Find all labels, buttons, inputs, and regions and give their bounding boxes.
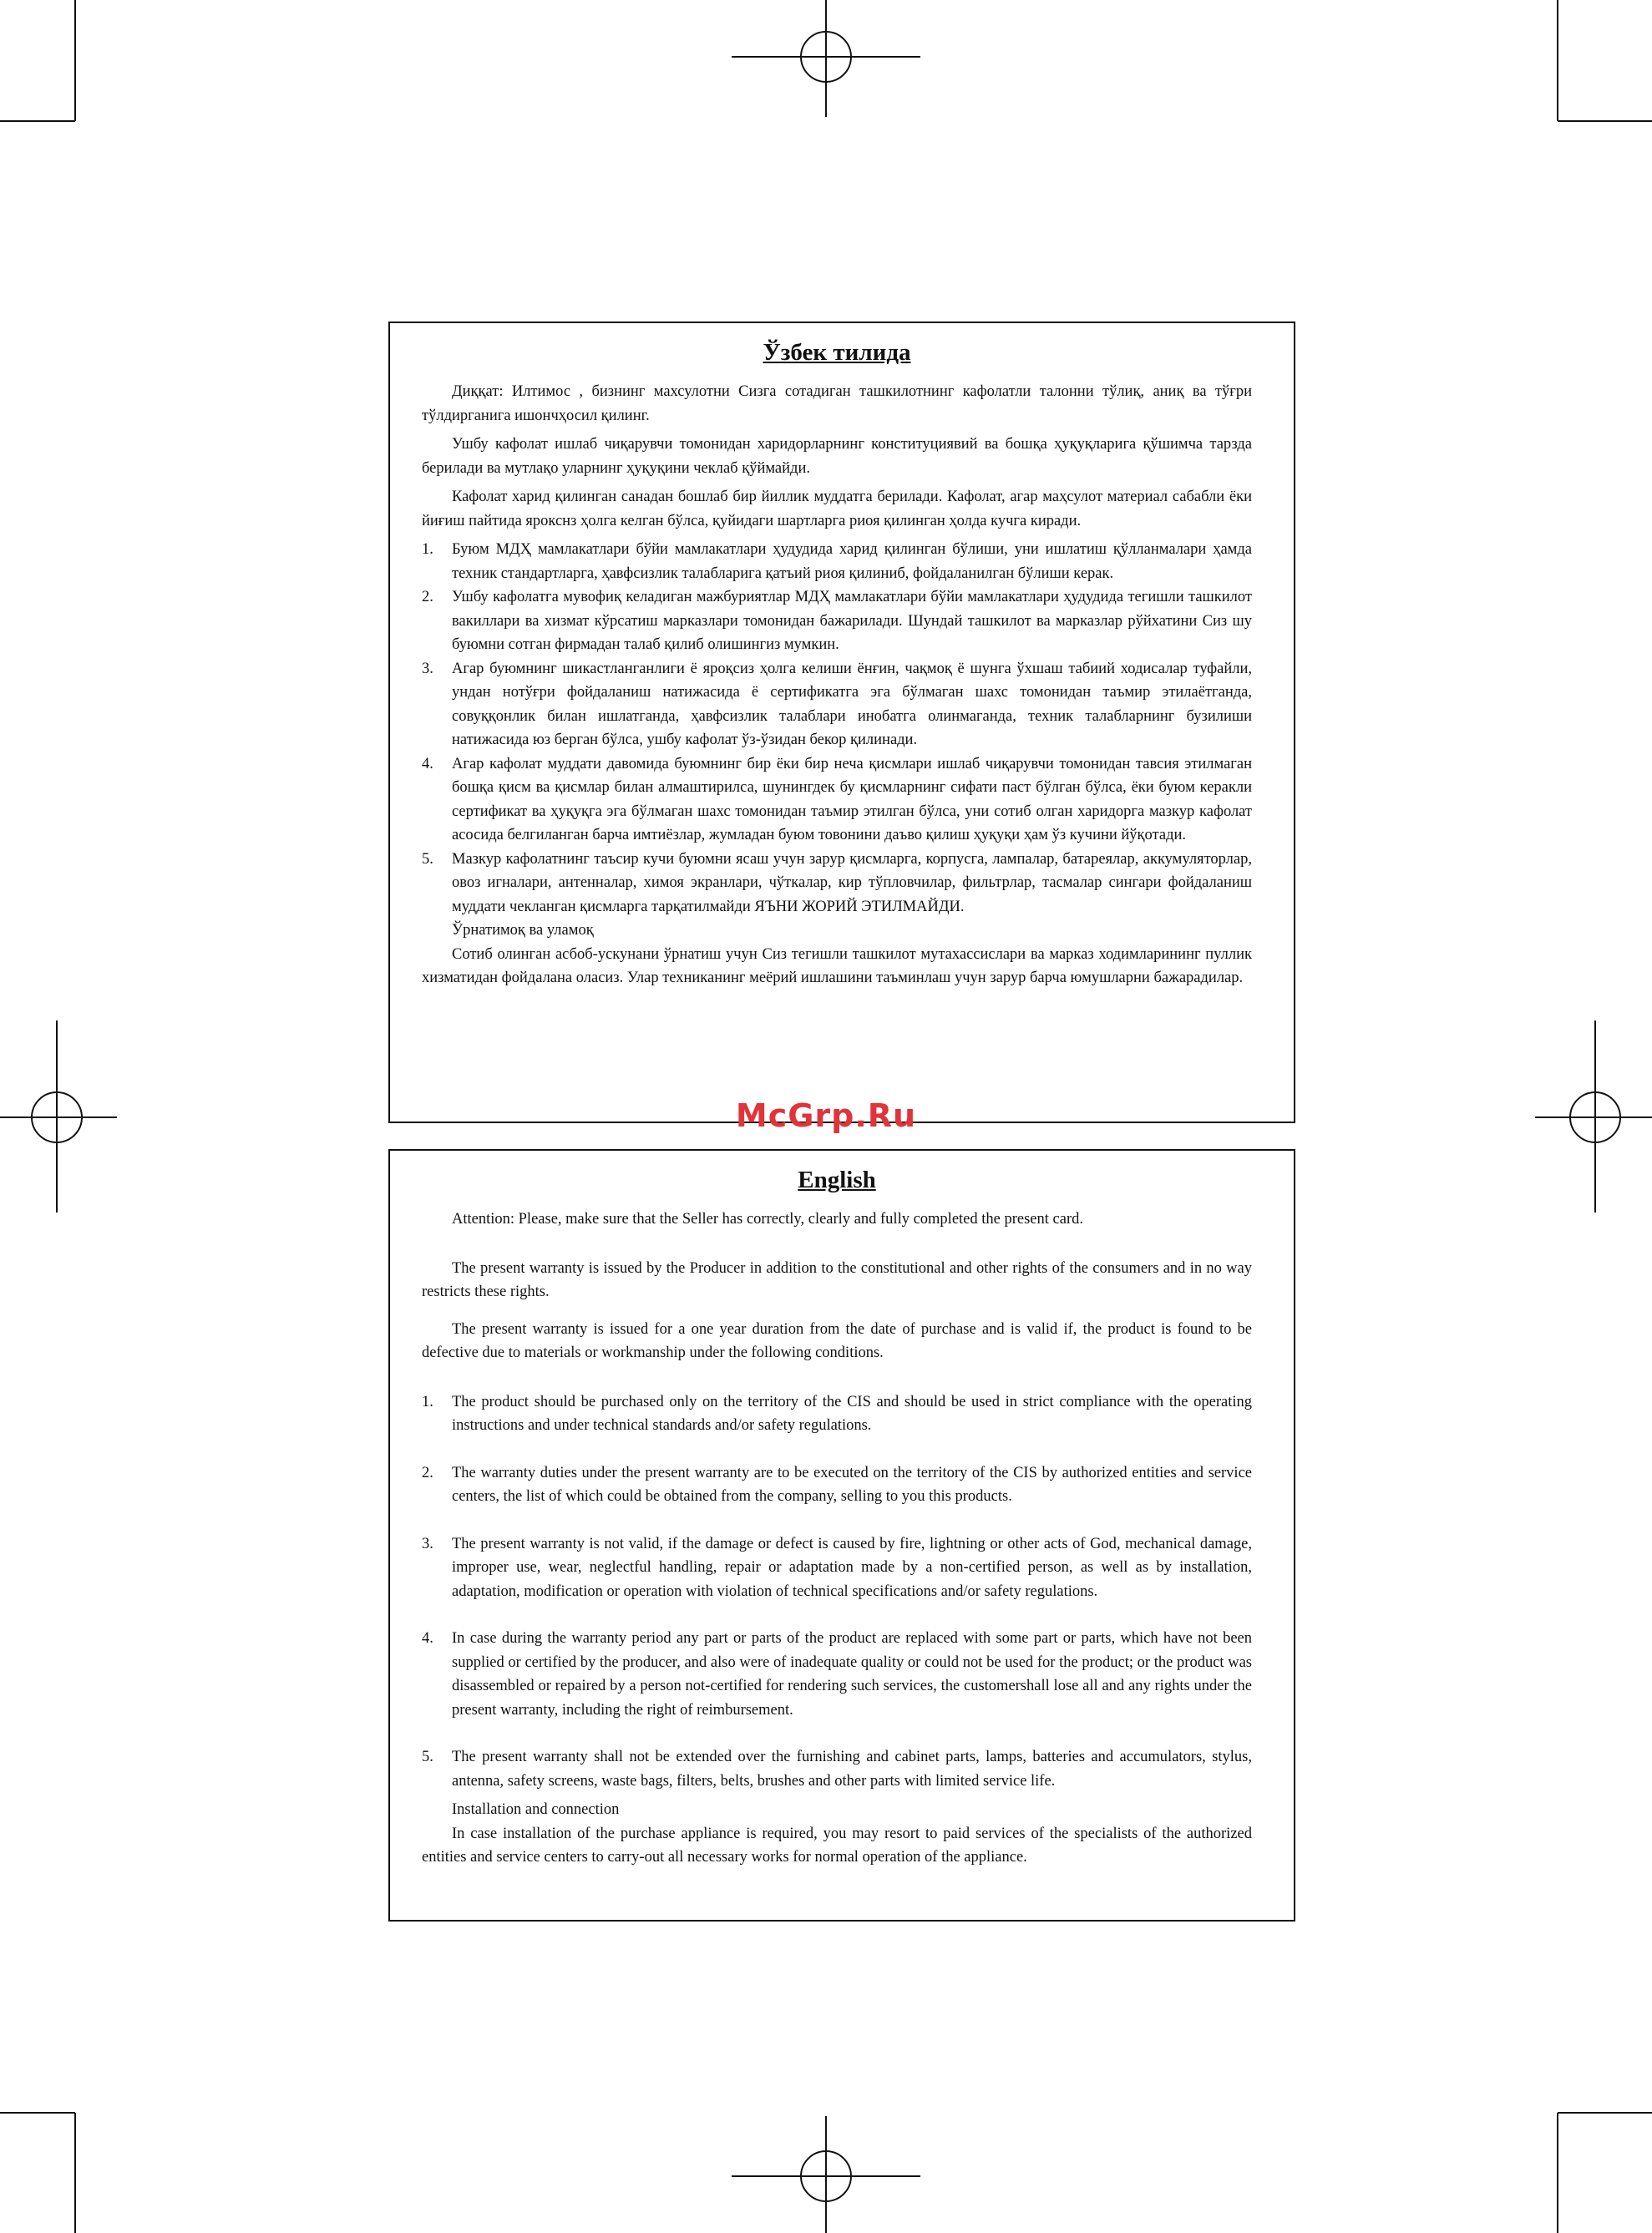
uzbek-condition-3: [422, 657, 1252, 752]
english-rights: The present warranty is issued by the Producer in addition to the constitutional and other rights of the consumers and in no way restricts these rights.: [422, 1259, 1252, 1300]
english-duration: The present warranty is issued for a one year duration from the date of purchase and is valid if, the product is found to be defective due to materials or workmanship under the following conditions.: [422, 1320, 1252, 1361]
english-title: English: [798, 1167, 876, 1193]
condition-text: Агар буюмнинг шикастланганлиги ё яроқсиз ҳолга келиши ёнғин, чақмоқ ё шунга ўхшаш табиий ходисалар туфайли, ундан нотўғри фойдаланиш натижасида ё сертификатга эга бўлмаган шахс томонидан таъмир этилаётганда, совуққонлик билан ишлатганда, ҳавфсизлик талаблари инобатга олинмаганда, техник талабларнинг бузилиши натижасида юз берган бўлса, ушбу кафолат ўз-ўзидан бекор қилинади.: [452, 660, 1252, 748]
uzbek-condition-5: [422, 848, 1252, 919]
condition-text: Ушбу кафолатга мувофиқ келадиган мажбуриятлар МДҲ мамлакатлари бўйи мамлакатлари ҳудудида тегишли ташкилот вакиллари ва хизмат кўрсатиш марказлари томонидан бажарилади. Шундай ташкилот ва марказлар рўйхатини Сиз шу буюмни сотган фирмадан талаб қилиб олишингиз мумкин.: [452, 589, 1252, 653]
condition-text: The present warranty shall not be extended over the furnishing and cabinet parts, lamps, batteries and accumulators, stylus, antenna, safety screens, waste bags, filters, belts, brushes and other parts with limited service life.: [452, 1749, 1252, 1790]
condition-text: The product should be purchased only on the territory of the CIS and should be used in strict compliance with the operating instructions and under technical standards and/or safety regulations.: [452, 1393, 1252, 1434]
uzbek-condition-2: [422, 585, 1252, 657]
english-warranty-section: [388, 1149, 1295, 1922]
uzbek-conditions-list: [422, 538, 1252, 919]
uzbek-condition-1: [422, 538, 1252, 585]
uzbek-warranty-section: [388, 322, 1295, 1123]
english-condition-2: [422, 1461, 1252, 1509]
condition-text: In case during the warranty period any part or parts of the product are replaced with some part or parts, which have not been supplied or certified by the producer, and also were of inadequate quality or could not be used for the product; or the product was disassembled or repaired by a person not-certified for rendering such services, the customershall lose all and any rights under the present warranty, including the right of reimbursement.: [452, 1630, 1252, 1719]
list-number: 2.: [422, 1464, 433, 1481]
list-number: 3.: [422, 660, 433, 677]
list-number: 4.: [422, 755, 433, 772]
uzbek-condition-4: [422, 752, 1252, 848]
list-number: 2.: [422, 589, 433, 605]
list-number: 4.: [422, 1630, 433, 1647]
uzbek-duration: Кафолат харид қилинган санадан бошлаб бир йиллик муддатга берилади. Кафолат, агар маҳсулот материал сабабли ёки йиғиш пайтида ярокснз ҳолга келган бўлса, қуйидаги шартларга риоя қилинган ҳолда кучга киради.: [422, 489, 1252, 529]
watermark: McGrp.Ru: [735, 1097, 917, 1134]
condition-text: The present warranty is not valid, if the damage or defect is caused by fire, lightning or other acts of God, mechanical damage, improper use, wear, neglectful handling, repair or adaptation made by a non-certified person, as well as by installation, adaptation, modification or operation with violation of technical specifications and/or safety regulations.: [452, 1535, 1252, 1600]
uzbek-rights: Ушбу кафолат ишлаб чиқарувчи томонидан харидорларнинг конституциявий ва бошқа ҳуқуқларига қўшимча тарзда берилади ва мутлақо уларнинг ҳуқуқини чеклаб қўймайди.: [422, 436, 1252, 477]
uzbek-install-title: Ўрнатимоқ ва уламоқ: [452, 922, 594, 939]
list-number: 5.: [422, 1749, 433, 1765]
english-install-title: Installation and connection: [452, 1801, 620, 1818]
condition-text: Агар кафолат муддати давомида буюмнинг бир ёки бир неча қисмлари ишлаб чиқарувчи томонидан тавсия этилмаган бошқа қисм ва қисмлар билан алмаштирилса, шунингдек бу қисмларнинг сифати паст бўлган бўлса, ёки буюм керакли сертификат ва ҳуқуқга эга бўлмаган шахс томонидан таъмир этилган бўлса, уни сотиб олган харидорга мазкур кафолат асосида белгиланган барча имтиёзлар, жумладан буюм товонини даъво қилиш ҳуқуқи ҳам ўз кучини йўқотади.: [452, 755, 1252, 843]
uzbek-install-text: Сотиб олинган асбоб-ускунани ўрнатиш учун Сиз тегишли ташкилот мутахассислари ва марказ ходимларининг пуллик хизматидан фойдалана оласиз. Улар техниканинг меёрий ишлашини таъминлаш учун зарур барча юмушларни бажарадилар.: [422, 945, 1252, 986]
english-condition-4: [422, 1627, 1252, 1722]
uzbek-attention: Диққат: Илтимос , бизнинг махсулотни Сизга сотадиган ташкилотнинг кафолатли талонни тўлиқ, аниқ ва тўғри тўлдирганига ишончҳосил қилинг.: [422, 383, 1252, 424]
list-number: 1.: [422, 541, 433, 558]
list-number: 5.: [422, 850, 433, 868]
english-condition-1: [422, 1390, 1252, 1438]
english-condition-3: [422, 1532, 1252, 1604]
uzbek-title: Ўзбек тилида: [763, 339, 911, 366]
english-condition-5: [422, 1745, 1252, 1793]
english-conditions-list: [422, 1390, 1252, 1794]
english-attention: Attention: Please, make sure that the Seller has correctly, clearly and fully completed the present card.: [452, 1211, 1083, 1228]
list-number: 1.: [422, 1393, 433, 1410]
condition-text: Мазкур кафолатнинг таъсир кучи буюмни ясаш учун зарур қисмларга, корпусга, лампалар, батареялар, аккумуляторлар, овоз игналари, антенналар, химоя экранлари, чўткалар, кир тўпловчилар, фильтрлар, тасмалар сингари фойдаланиш муддати чекланган қисмларга тарқатилмайди ЯЪНИ ЖОРИЙ ЭТИЛМАЙДИ.: [452, 850, 1252, 915]
condition-text: The warranty duties under the present warranty are to be executed on the territory of the CIS by authorized entities and service centers, the list of which could be obtained from the company, selling to you this products.: [452, 1464, 1252, 1505]
english-install-text: In case installation of the purchase appliance is required, you may resort to paid services of the specialists of the authorized entities and service centers to carry-out all necessary works for normal operation of the appliance.: [422, 1825, 1252, 1866]
list-number: 3.: [422, 1535, 433, 1552]
condition-text: Буюм МДҲ мамлакатлари бўйи мамлакатлари ҳудудида харид қилинган бўлиши, уни ишлатиш қўлланмалари ҳамда техник стандартларга, ҳавфсизлик талабларига қатъий риоя қилиниб, фойдаланилган бўлиши керак.: [452, 541, 1252, 582]
